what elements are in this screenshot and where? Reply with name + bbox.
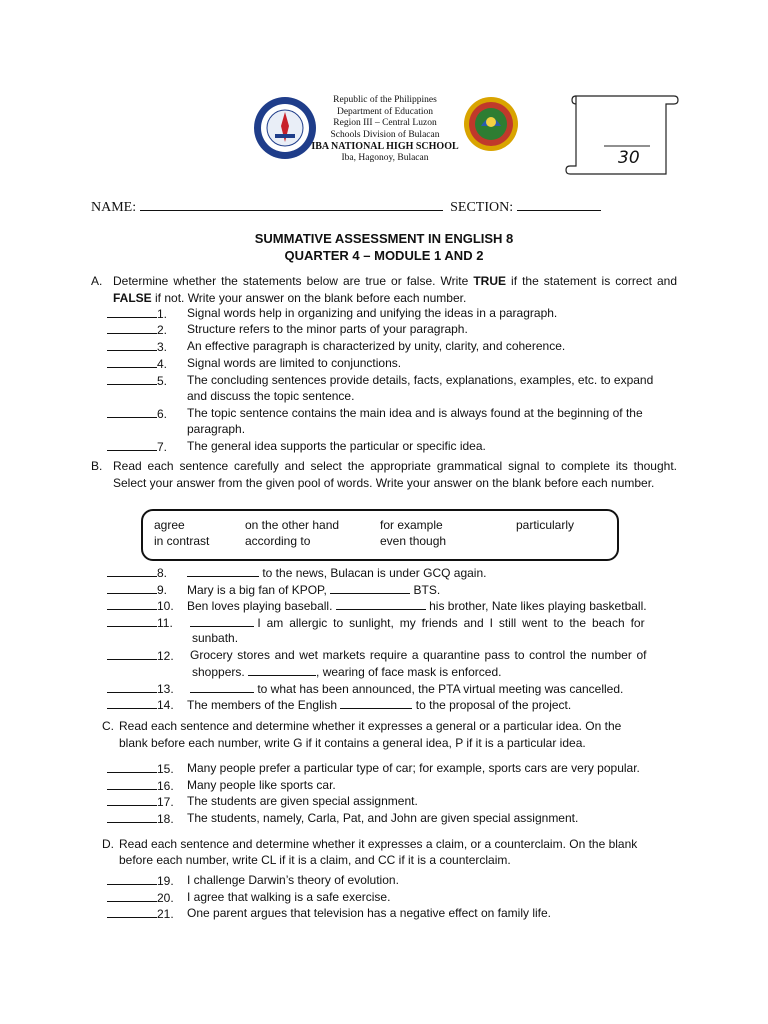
list-item — [107, 810, 174, 828]
list-item — [107, 777, 174, 795]
list-item — [107, 647, 174, 665]
item-text-part: to the news, Bulacan is under GCQ again. — [262, 566, 487, 580]
item-text: I agree that walking is a safe exercise. — [187, 890, 391, 904]
division-seal-logo — [463, 96, 519, 152]
item-text — [187, 581, 440, 599]
item-text: Many people like sports car. — [187, 778, 336, 792]
item-text: I challenge Darwin’s theory of evolution. — [187, 873, 399, 887]
item-text: The students, namely, Carla, Pat, and John are given special assignment. — [187, 811, 579, 825]
answer-blank[interactable] — [107, 338, 157, 351]
school-name: IBA NATIONAL HIGH SCHOOL — [311, 141, 459, 152]
instr-text: if the statement is correct — [511, 274, 652, 288]
item-text-cont: sunbath. — [192, 631, 239, 645]
partD-instruction: Read each sentence and determine whether it expresses a claim, or a counterclaim. On the blank — [119, 837, 638, 851]
answer-blank[interactable] — [107, 438, 157, 451]
pool-word: in contrast — [154, 534, 210, 548]
fill-blank[interactable] — [248, 663, 316, 676]
pool-word: on the other hand — [245, 518, 340, 532]
score-value: 30 — [618, 148, 640, 168]
item-text-part: his brother, Nate likes playing basketball. — [429, 599, 647, 613]
answer-blank[interactable] — [107, 696, 157, 709]
list-item — [107, 581, 167, 599]
answer-blank[interactable] — [107, 872, 157, 885]
item-number: 9. — [157, 583, 168, 597]
item-number: 4. — [157, 357, 168, 371]
header-line: Republic of the Philippines — [333, 95, 437, 105]
item-text-part: shoppers. — [192, 665, 245, 679]
fill-blank[interactable] — [336, 597, 426, 610]
name-label: NAME: — [91, 200, 137, 215]
item-text-part: to what has been announced, the PTA virtual meeting was cancelled. — [257, 682, 624, 696]
section-blank[interactable] — [517, 198, 601, 211]
item-text: Signal words are limited to conjunctions. — [187, 356, 402, 370]
item-text — [187, 564, 486, 582]
item-text-cont: and discuss the topic sentence. — [187, 389, 355, 403]
item-number: 19. — [157, 874, 174, 888]
answer-blank[interactable] — [107, 597, 157, 610]
item-text: The topic sentence contains the main idea and is always found at the beginning of the — [187, 406, 643, 420]
answer-blank[interactable] — [107, 777, 157, 790]
item-text-part: to the proposal of the project. — [415, 698, 572, 712]
item-number: 18. — [157, 812, 174, 826]
name-row — [91, 198, 601, 217]
header-line: Region III – Central Luzon — [333, 118, 437, 128]
partA-letter: A. — [91, 274, 103, 288]
instr-text: if not. Write your answer on the blank before each number. — [155, 290, 467, 305]
item-text: The concluding sentences provide details, facts, explanations, examples, etc. to expand — [187, 373, 654, 387]
answer-blank[interactable] — [107, 647, 157, 660]
item-text: Grocery stores and wet markets require a quarantine pass to control the number of — [190, 648, 647, 662]
item-text-part: Mary is a big fan of KPOP, — [187, 583, 327, 597]
item-number: 8. — [157, 566, 168, 580]
false-word: FALSE — [113, 290, 152, 305]
item-number: 5. — [157, 374, 168, 388]
item-text-part: BTS. — [413, 583, 441, 597]
partC-letter: C. — [102, 719, 114, 733]
pool-word: for example — [380, 518, 443, 532]
answer-blank[interactable] — [107, 305, 157, 318]
item-number: 11. — [157, 616, 173, 630]
list-item — [107, 564, 167, 582]
item-text: Signal words help in organizing and unifying the ideas in a paragraph. — [187, 306, 558, 320]
item-text-cont: paragraph. — [187, 422, 246, 436]
item-text: Structure refers to the minor parts of your paragraph. — [187, 322, 468, 336]
item-text: An effective paragraph is characterized by unity, clarity, and coherence. — [187, 339, 566, 353]
answer-blank[interactable] — [107, 889, 157, 902]
item-text-part: , wearing of face mask is enforced. — [316, 665, 502, 679]
list-item — [107, 338, 167, 356]
school-address: Iba, Hagonoy, Bulacan — [341, 152, 429, 163]
item-text: Many people prefer a particular type of car; for example, sports cars are very popular. — [187, 761, 640, 775]
answer-blank[interactable] — [107, 405, 157, 418]
list-item — [107, 889, 174, 907]
item-text: The students are given special assignment. — [187, 794, 418, 808]
item-number: 3. — [157, 340, 168, 354]
fill-blank[interactable] — [330, 581, 410, 594]
partD-instruction-cont: before each number, write CL if it is a claim, and CC if it is a counterclaim. — [119, 853, 511, 867]
list-item — [107, 760, 174, 778]
fill-blank[interactable] — [190, 614, 254, 627]
item-number: 16. — [157, 779, 174, 793]
list-item — [107, 372, 167, 390]
pool-word: particularly — [516, 518, 575, 532]
item-text-part: I am allergic to sunlight, my friends and I still went to the beach for — [257, 616, 645, 630]
item-number: 21. — [157, 907, 174, 921]
answer-blank[interactable] — [107, 760, 157, 773]
true-word: TRUE — [473, 274, 506, 288]
item-text-part: Ben loves playing baseball. — [187, 599, 333, 613]
item-number: 17. — [157, 795, 174, 809]
list-item — [107, 614, 173, 632]
school-header — [300, 95, 470, 164]
partA-instruction — [113, 273, 677, 306]
pool-word: even though — [380, 534, 447, 548]
answer-blank[interactable] — [107, 581, 157, 594]
list-item — [107, 680, 174, 698]
answer-blank[interactable] — [107, 372, 157, 385]
item-text-part: The members of the English — [187, 698, 338, 712]
list-item — [107, 905, 174, 923]
list-item — [107, 355, 167, 373]
item-number: 15. — [157, 762, 174, 776]
item-text-cont — [192, 663, 501, 681]
answer-blank[interactable] — [107, 680, 157, 693]
item-text: The general idea supports the particular or specific idea. — [187, 439, 486, 453]
fill-blank[interactable] — [190, 680, 254, 693]
list-item — [107, 696, 174, 714]
page-subtitle: QUARTER 4 – MODULE 1 AND 2 — [284, 248, 484, 263]
section-label: SECTION: — [450, 200, 514, 215]
item-number: 14. — [157, 698, 174, 712]
instr-text: and — [656, 274, 677, 288]
list-item — [107, 872, 174, 890]
item-number: 20. — [157, 891, 174, 905]
answer-blank[interactable] — [107, 321, 157, 334]
item-number: 13. — [157, 682, 174, 696]
answer-blank[interactable] — [107, 564, 157, 577]
list-item — [107, 438, 167, 456]
header-line: Department of Education — [336, 106, 434, 117]
list-item — [107, 597, 174, 615]
answer-blank[interactable] — [107, 355, 157, 368]
answer-blank[interactable] — [107, 905, 157, 918]
fill-blank[interactable] — [340, 696, 412, 709]
item-text — [190, 614, 645, 632]
item-number: 2. — [157, 323, 168, 337]
item-number: 6. — [157, 407, 168, 421]
answer-blank[interactable] — [107, 614, 157, 627]
partB-letter: B. — [91, 459, 103, 473]
partD-letter: D. — [102, 837, 114, 851]
item-text: One parent argues that television has a negative effect on family life. — [187, 906, 551, 920]
list-item — [107, 321, 167, 339]
pool-word: according to — [245, 534, 311, 548]
header-line: Schools Division of Bulacan — [330, 129, 440, 140]
item-text — [187, 597, 647, 615]
page-title: SUMMATIVE ASSESSMENT IN ENGLISH 8 — [254, 231, 514, 246]
item-text — [187, 696, 571, 714]
item-number: 10. — [157, 599, 174, 613]
item-number: 12. — [157, 649, 174, 663]
partB-instruction: Read each sentence carefully and select the appropriate grammatical signal to complete its thought. Select your answer from the given pool of words. Write your answer on the blank before each number. — [113, 459, 677, 490]
score-scroll — [562, 90, 680, 180]
pool-word: agree — [154, 518, 185, 532]
item-number: 1. — [157, 307, 168, 321]
answer-blank[interactable] — [107, 810, 157, 823]
partC-instruction: Read each sentence and determine whether it expresses a general or a particular idea. On the — [119, 719, 622, 733]
item-text — [190, 680, 623, 698]
item-number: 7. — [157, 440, 168, 454]
name-blank[interactable] — [140, 198, 443, 211]
fill-blank[interactable] — [187, 564, 259, 577]
list-item — [107, 305, 167, 323]
partC-instruction-cont: blank before each number, write G if it contains a general idea, P if it is a particular idea. — [119, 736, 586, 750]
list-item — [107, 405, 167, 423]
answer-blank[interactable] — [107, 793, 157, 806]
list-item — [107, 793, 174, 811]
instr-text: Determine whether the statements below are true or false. Write — [113, 274, 469, 288]
